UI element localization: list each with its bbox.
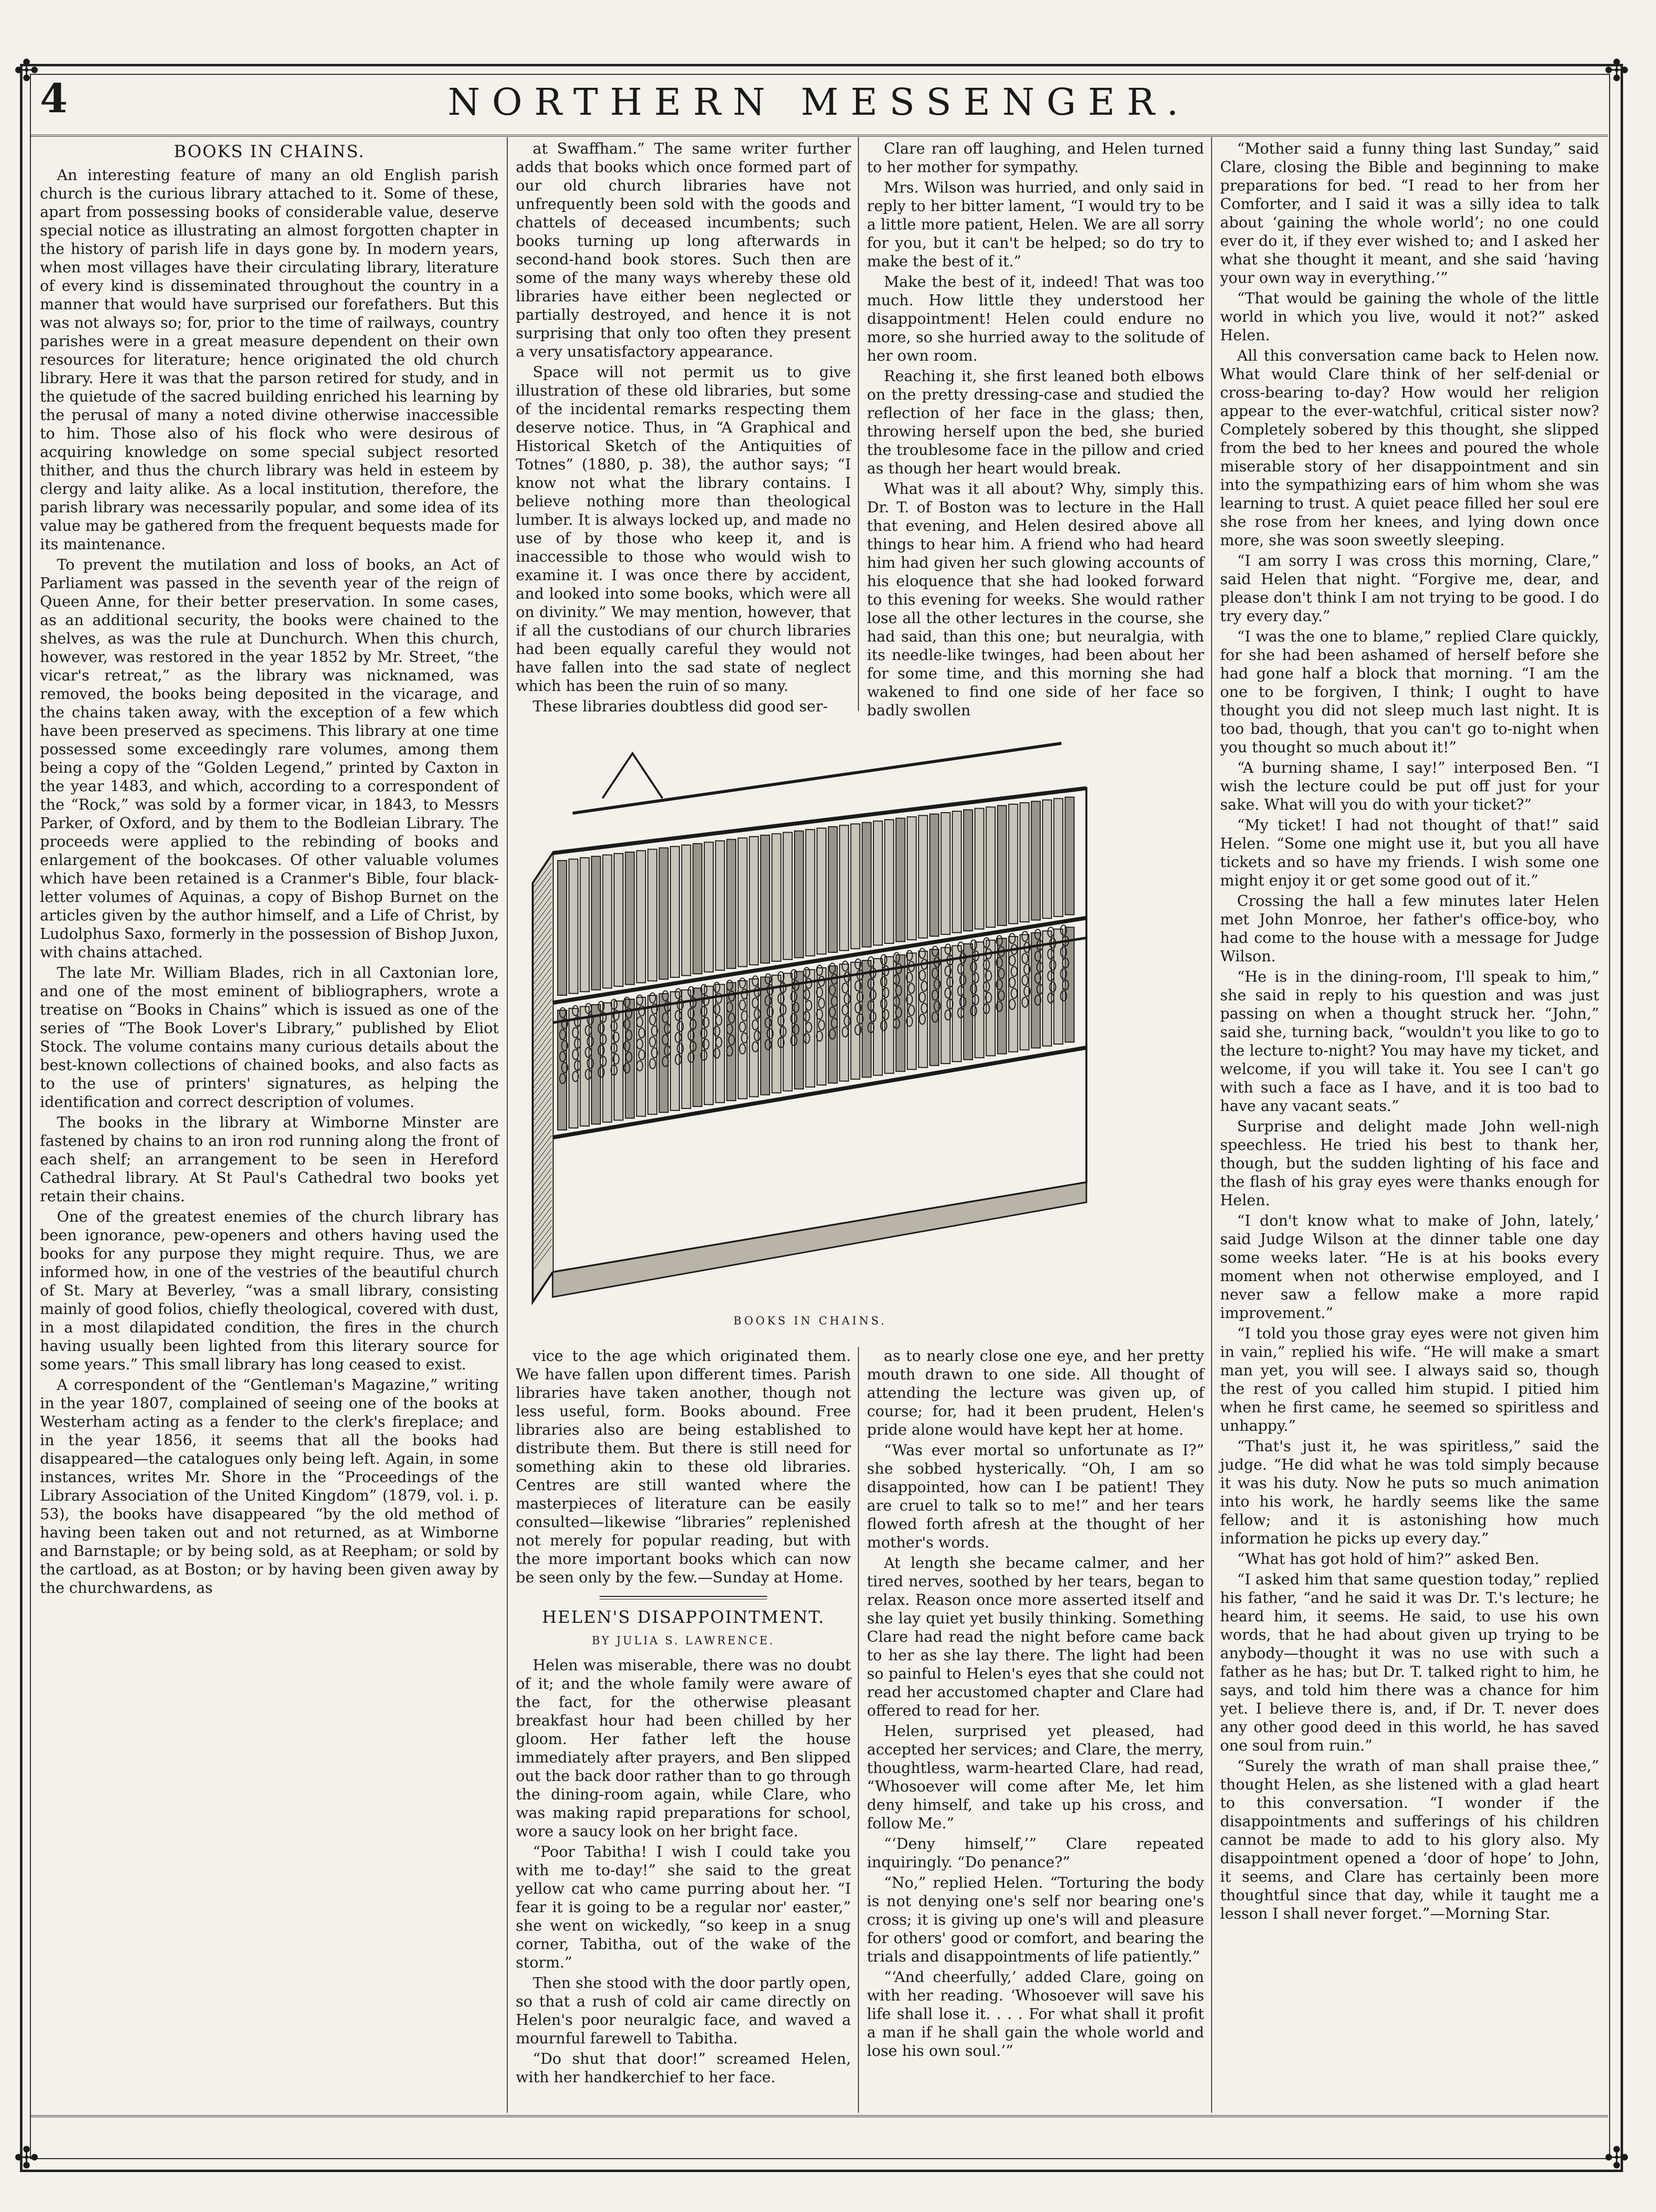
column-2-bottom (516, 1347, 851, 2089)
helens-disappointment-paragraph: “My ticket! I had not thought of that!” said Helen. “Some one might use it, but you all have tickets and so have my friends. I wish some one might enjoy it or get some good out of it.” (1220, 817, 1599, 889)
books-in-chains-paragraph: One of the greatest enemies of the church library has been ignorance, pew-openers and others having used the books for any purpose they might require. Thus, we are informed how, in one of the vestries of the beautiful church of St. Mary at Beverley, “was a small library, consisting mainly of good folios, chiefly theological, covered with dust, in a most dilapidated condition, the fires in the church having usually been lighted from this literary source for some years.” This small library has long ceased to exist. (40, 1208, 499, 1373)
books-in-chains-paragraph: These libraries doubtless did good ser- (533, 698, 828, 715)
books-in-chains-paragraph: vice to the age which originated them. We have fallen upon different times. Parish libraries have taken another, though not less useful, form. Books abound. Free libraries also are being established to distribute them. But there is still need for something akin to these old libraries. Centres are still wanted where the masterpieces of literature can be easily consulted—likewise “libraries” replenished not merely for popular reading, but with the more important books which can now be seen only by the few.—Sunday at Home. (516, 1347, 851, 1586)
helens-disappointment-paragraph: as to nearly close one eye, and her pretty mouth drawn to one side. All thought of attending the lecture was given up, of course; for, had it been prudent, Helen's pride alone would have kept her at home. (867, 1347, 1204, 1439)
column-rule-2-top (858, 137, 859, 711)
books-in-chains-paragraph: To prevent the mutilation and loss of books, an Act of Parliament was passed in the seventh year of the reign of Queen Anne, for their better preservation. In some cases, as an additional security, the books were chained to the shelves, as was the rule at Dunchurch. When this church, however, was restored in the year 1852 by Mr. Street, “the vicar's retreat,” as the library was nicknamed, was removed, the books being deposited in the vicarage, and the chains taken away, with the exception of a few which have been preserved as specimens. This library at one time possessed some exceedingly rare volumes, among them being a copy of the “Golden Legend,” printed by Caxton in the year 1483, and which, according to a correspondent of the “Rock,” was sold by a former vicar, in 1843, to Messrs Parker, of Oxford, and by them to the Bodleian Library. The proceeds were applied to the rebinding of books and enlargement of the bookcases. Of other valuable volumes which have been retained is a Cranmer's Bible, four black-letter volumes of Aquinas, a copy of Bishop Burnet on the articles given by the author himself, and a Life of Christ, by Ludolphus Saxo, formerly in the possession of Bishop Juxon, with chains attached. (40, 556, 499, 961)
helens-disappointment-paragraph: “What has got hold of him?” asked Ben. (1237, 1550, 1540, 1568)
books-in-chains-paragraph: An interesting feature of many an old English parish church is the curious library attached to it. Some of these, apart from possessing books of considerable value, deserve special notice as illustrating an almost forgotten chapter in the history of parish life in days gone by. In modern years, when most villages have their circulating library, literature of every kind is disseminated throughout the country in a manner that would have surprised our forefathers. But this was not always so; for, prior to the time of railways, country parishes were in a great measure dependent on their own resources for literature; hence originated the old church library. Here it was that the parson retired for study, and in the quietude of the sacred building enriched his learning by the perusal of many a noted divine otherwise inaccessible to him. Those also of his flock who were desirous of acquiring knowledge on some special subject resorted thither, and thus the church library was held in esteem by clergy and laity alike. As a local institution, therefore, the parish library was necessarily popular, and some idea of its value may be gathered from the frequent bequests made for its maintenance. (40, 167, 499, 553)
column-3-top (867, 140, 1204, 722)
helens-disappointment-paragraph: “No,” replied Helen. “Torturing the body is not denying one's self nor bearing one's cross; it is giving up one's will and pleasure for others' good or comfort, and bearing the trials and disappointments of life patiently.” (867, 1874, 1204, 1966)
helens-disappointment-paragraph: At length she became calmer, and her tired nerves, soothed by her tears, began to relax. Reason once more asserted itself and she lay quiet yet busily thinking. Something Clare had read the night before came back to her as she lay there. The light had been so painful to Helen's eyes that she could not read her accustomed chapter and Clare had offered to read for her. (867, 1554, 1204, 1720)
helens-disappointment-paragraph: Surprise and delight made John well-nigh speechless. He tried his best to thank her, though, but the sudden lighting of his face and the flash of his gray eyes were thanks enough for Helen. (1220, 1118, 1599, 1209)
helens-disappointment-paragraph: “Mother said a funny thing last Sunday,” said Clare, closing the Bible and beginning to make preparations for bed. “I read to her from her Comforter, and I said it was a silly idea to talk about ‘gaining the whole world’; no one could ever do it, if they ever wished to; and I asked her what she thought it meant, and she said ‘having your own way in everything.’” (1220, 140, 1599, 287)
books-in-chains-paragraph: A correspondent of the “Gentleman's Magazine,” writing in the year 1807, complained of seeing one of the books at Westerham acting as a fender to the clerk's fireplace; and in the year 1856, it seems that all the books had disappeared—the catalogues only being left. Again, in some instances, writes Mr. Shore in the “Proceedings of the Library Association of the United Kingdom” (1879, vol. i. p. 53), the books have disappeared “by the old method of having been taken out and not returned, as at Wimborne and Barnstaple; or by being sold, as at Reepham; or sold by the cartload, as at Boston; or by having been given away by the churchwardens, as (40, 1376, 499, 1597)
helens-disappointment-paragraph: Helen was miserable, there was no doubt of it; and the whole family were aware of the fact, for the otherwise pleasant breakfast hour had been chilled by her gloom. Her father left the house immediately after prayers, and Ben slipped out the back door rather than to go through the dining-room again, while Clare, who was making rapid preparations for school, wore a saucy look on her bright face. (516, 1657, 851, 1840)
books-in-chains-paragraph: at Swaffham.” The same writer further adds that books which once formed part of our old church libraries have not unfrequently been sold with the goods and chattels of deceased incumbents; such books turning up long afterwards in second-hand book stores. Such then are some of the many ways whereby these old libraries have either been neglected or partially destroyed, and hence it is not surprising that only too often they present a very unsatisfactory appearance. (516, 140, 851, 361)
helens-disappointment-paragraph: All this conversation came back to Helen now. What would Clare think of her self-denial or cross-bearing to-day? How would her religion appear to the ever-watchful, critical sister now? Completely sobered by this thought, she slipped from the bed to her knees and poured the whole miserable story of her disappointment and sin into the sympathizing ears of him whom she was learning to trust. A quiet peace filled her soul ere she rose from her knees, and lying down once more, she was soon sweetly sleeping. (1220, 347, 1599, 549)
books-in-chains-paragraph: The books in the library at Wimborne Minster are fastened by chains to an iron rod running along the front of each shelf; an arrangement to be seen in Hereford Cathedral library. At St Paul's Cathedral two books yet retain their chains. (40, 1114, 499, 1205)
helens-disappointment-paragraph: “Was ever mortal so unfortunate as I?” she sobbed hysterically. “Oh, I am so disappointed, how can I be patient! They are cruel to talk so to me!” and her tears flowed forth afresh at the thought of her mother's words. (867, 1442, 1204, 1551)
corner-ornament-top-right: ✣ (1604, 53, 1630, 88)
helens-disappointment-paragraph: Helen, surprised yet pleased, had accepted her services; and Clare, the merry, thoughtless, warm-hearted Clare, had read, “Whosoever will come after Me, let him deny himself, and take up his cross, and follow Me.” (867, 1723, 1204, 1832)
article-title-books-in-chains: BOOKS IN CHAINS. (174, 142, 365, 162)
helens-disappointment-paragraph: “Poor Tabitha! I wish I could take you with me to-day!” she said to the great yellow cat who came purring about her. “I fear it is going to be a regular nor' easter,” she went on wickedly, “so keep in a snug corner, Tabitha, out of the wake of the storm.” (516, 1843, 851, 1972)
helens-disappointment-paragraph: “I don't know what to make of John, lately,’ said Judge Wilson at the dinner table one day some weeks later. “He is at his books every moment when not otherwise employed, and I never saw a fellow make a more rapid improvement.” (1220, 1212, 1599, 1322)
column-rule-1 (507, 137, 508, 2113)
helens-disappointment-paragraph: What was it all about? Why, simply this. Dr. T. of Boston was to lecture in the Hall that evening, and Helen desired above all things to hear him. A friend who had heard him had given her such glowing accounts of his eloquence that she had looked forward to this evening for weeks. She would rather lose all the other lectures in the course, she had said, than this one; but neuralgia, with its needle-like twinges, had been about her for some time, and this morning she had wakened to find one side of her face so badly swollen (867, 480, 1204, 719)
helens-disappointment-paragraph: Mrs. Wilson was hurried, and only said in reply to her bitter lament, “I would try to be a little more patient, Helen. We are all sorry for you, but it can't be helped; so do try to make the best of it.” (867, 179, 1204, 270)
helens-disappointment-paragraph: Clare ran off laughing, and Helen turned to her mother for sympathy. (867, 140, 1204, 176)
helens-disappointment-paragraph: “‘And cheerfully,’ added Clare, going on with her reading. ‘Whosoever will save his life shall lose it. . . . For what shall it profit a man if he shall gain the whole world and lose his own soul.’” (867, 1969, 1204, 2060)
chained-library-illustration (513, 723, 1107, 1312)
masthead (30, 75, 1608, 137)
books-in-chains-paragraph: Space will not permit us to give illustration of these old libraries, but some of the incidental remarks respecting them deserve notice. Thus, in “A Graphical and Historical Sketch of the Antiquities of Totnes” (1880, p. 38), the author says; “I know not what the library contains. I believe nothing more than theological lumber. It is always locked up, and made no use of by those who keep it, and is inaccessible to those who would wish to examine it. I was once there by accident, and looked into some books, which were all on divinity.” We may mention, however, that if all the custodians of our church libraries had been equally careful they would not have fallen into the sad state of neglect which has been the ruin of so many. (516, 364, 851, 695)
column-rule-2-bottom (858, 1347, 859, 2113)
helens-disappointment-paragraph: “That's just it, he was spiritless,” said the judge. “He did what he was told simply because it was his duty. Now he puts so much animation into his work, he hardly seems like the same fellow; and it is astonishing how much information he picks up every day.” (1220, 1438, 1599, 1548)
helens-disappointment-paragraph: “I am sorry I was cross this morning, Clare,” said Helen that night. “Forgive me, dear, and please don't think I am not trying to be good. I do try every day.” (1220, 552, 1599, 625)
corner-ornament-bottom-left: ✣ (14, 2141, 39, 2176)
column-1 (40, 140, 499, 1599)
article-divider (600, 1596, 767, 1599)
helens-disappointment-paragraph: Crossing the hall a few minutes later Helen met John Monroe, her father's office-boy, who had come to the house with a message for Judge Wilson. (1220, 892, 1599, 965)
chained-books-engraving (513, 723, 1107, 1312)
helens-disappointment-paragraph: “A burning shame, I say!” interposed Ben. “I wish the lecture could be put off just for your sake. What will you do with your ticket?” (1220, 759, 1599, 814)
page-number: 4 (40, 75, 68, 122)
corner-ornament-bottom-right: ✣ (1604, 2141, 1630, 2176)
column-4 (1220, 140, 1599, 1925)
article-title-helens-disappointment: HELEN'S DISAPPOINTMENT. (542, 1607, 825, 1627)
paper-title: NORTHERN MESSENGER. (447, 81, 1191, 124)
helens-disappointment-paragraph: “‘Deny himself,’” Clare repeated inquiringly. “Do penance?” (867, 1835, 1204, 1871)
helens-disappointment-paragraph: “Surely the wrath of man shall praise thee,” thought Helen, as she listened with a glad heart to this conversation. “I wonder if the disappointments and sufferings of his children cannot be made to add to his glory also. My disappointment opened a ‘door of hope’ to John, it seems, and Clare has certainly been more thoughtful since that day, while it taught me a lesson I shall never forget.”—Morning Star. (1220, 1758, 1599, 1923)
helens-disappointment-paragraph: “Do shut that door!” screamed Helen, with her handkerchief to her face. (516, 2050, 851, 2086)
helens-disappointment-paragraph: Then she stood with the door partly open, so that a rush of cold air came directly on Helen's poor neuralgic face, and waved a mournful farewell to Tabitha. (516, 1975, 851, 2047)
helens-disappointment-paragraph: Make the best of it, indeed! That was too much. How little they understood her disappointment! Helen could endure no more, so she hurried away to the solitude of her own room. (867, 273, 1204, 365)
footer-rule (30, 2115, 1608, 2117)
helens-disappointment-paragraph: “I asked him that same question today,” replied his father, “and he said it was Dr. T.'s lecture; he heard him, it seems. He said, to use his own words, that he had about given up trying to be anybody—thought it was no use with such a father as he has; but Dr. T. talked right to him, he says, and told him there was a chance for him yet. I believe there is, and, if Dr. T. never does any other good deed in this world, he has saved one soul from ruin.” (1220, 1571, 1599, 1755)
helens-disappointment-paragraph: “He is in the dining-room, I'll speak to him,” she said in reply to his question and was just passing on when a thought struck her. “John,” said she, turning back, “wouldn't you like to go to the lecture to-night? You may have my ticket, and welcome, if you will take it. You see I can't go with such a face as I have, and it is too bad to have any vacant seats.” (1220, 968, 1599, 1115)
article-byline: BY JULIA S. LAWRENCE. (592, 1635, 775, 1647)
helens-disappointment-paragraph: “I told you those gray eyes were not given him in vain,” replied his wife. “He will make a smart man yet, you will see. I always said so, though the rest of you called him stupid. I pitied him when he first came, he seemed so spiritless and unhappy.” (1220, 1325, 1599, 1435)
figure-caption: BOOKS IN CHAINS. (733, 1315, 887, 1327)
column-2-top (516, 140, 851, 718)
books-in-chains-paragraph: The late Mr. William Blades, rich in all Caxtonian lore, and one of the most eminent of bibliographers, wrote a treatise on “Books in Chains” which is issued as one of the series of “The Book Lover's Library,” published by Eliot Stock. The volume contains many curious details about the best-known collections of chained books, and also facts as to the use of printers' signatures, as helping the identification and correct description of volumes. (40, 964, 499, 1111)
helens-disappointment-paragraph: “I was the one to blame,” replied Clare quickly, for she had been ashamed of herself before she had gone half a block that morning. “I am the one to be forgiven, I think; I ought to have thought you did not sleep much last night. It is too bad, though, that you can't go to-night when you thought so much about it!” (1220, 628, 1599, 756)
corner-ornament-top-left: ✣ (14, 53, 39, 88)
column-3-bottom (867, 1347, 1204, 2062)
column-rule-3 (1211, 137, 1212, 2113)
helens-disappointment-paragraph: “That would be gaining the whole of the little world in which you live, would it not?” asked Helen. (1220, 290, 1599, 344)
helens-disappointment-paragraph: Reaching it, she first leaned both elbows on the pretty dressing-case and studied the reflection of her face in the glass; then, throwing herself upon the bed, she buried the troublesome face in the pillow and cried as though her heart would break. (867, 368, 1204, 477)
